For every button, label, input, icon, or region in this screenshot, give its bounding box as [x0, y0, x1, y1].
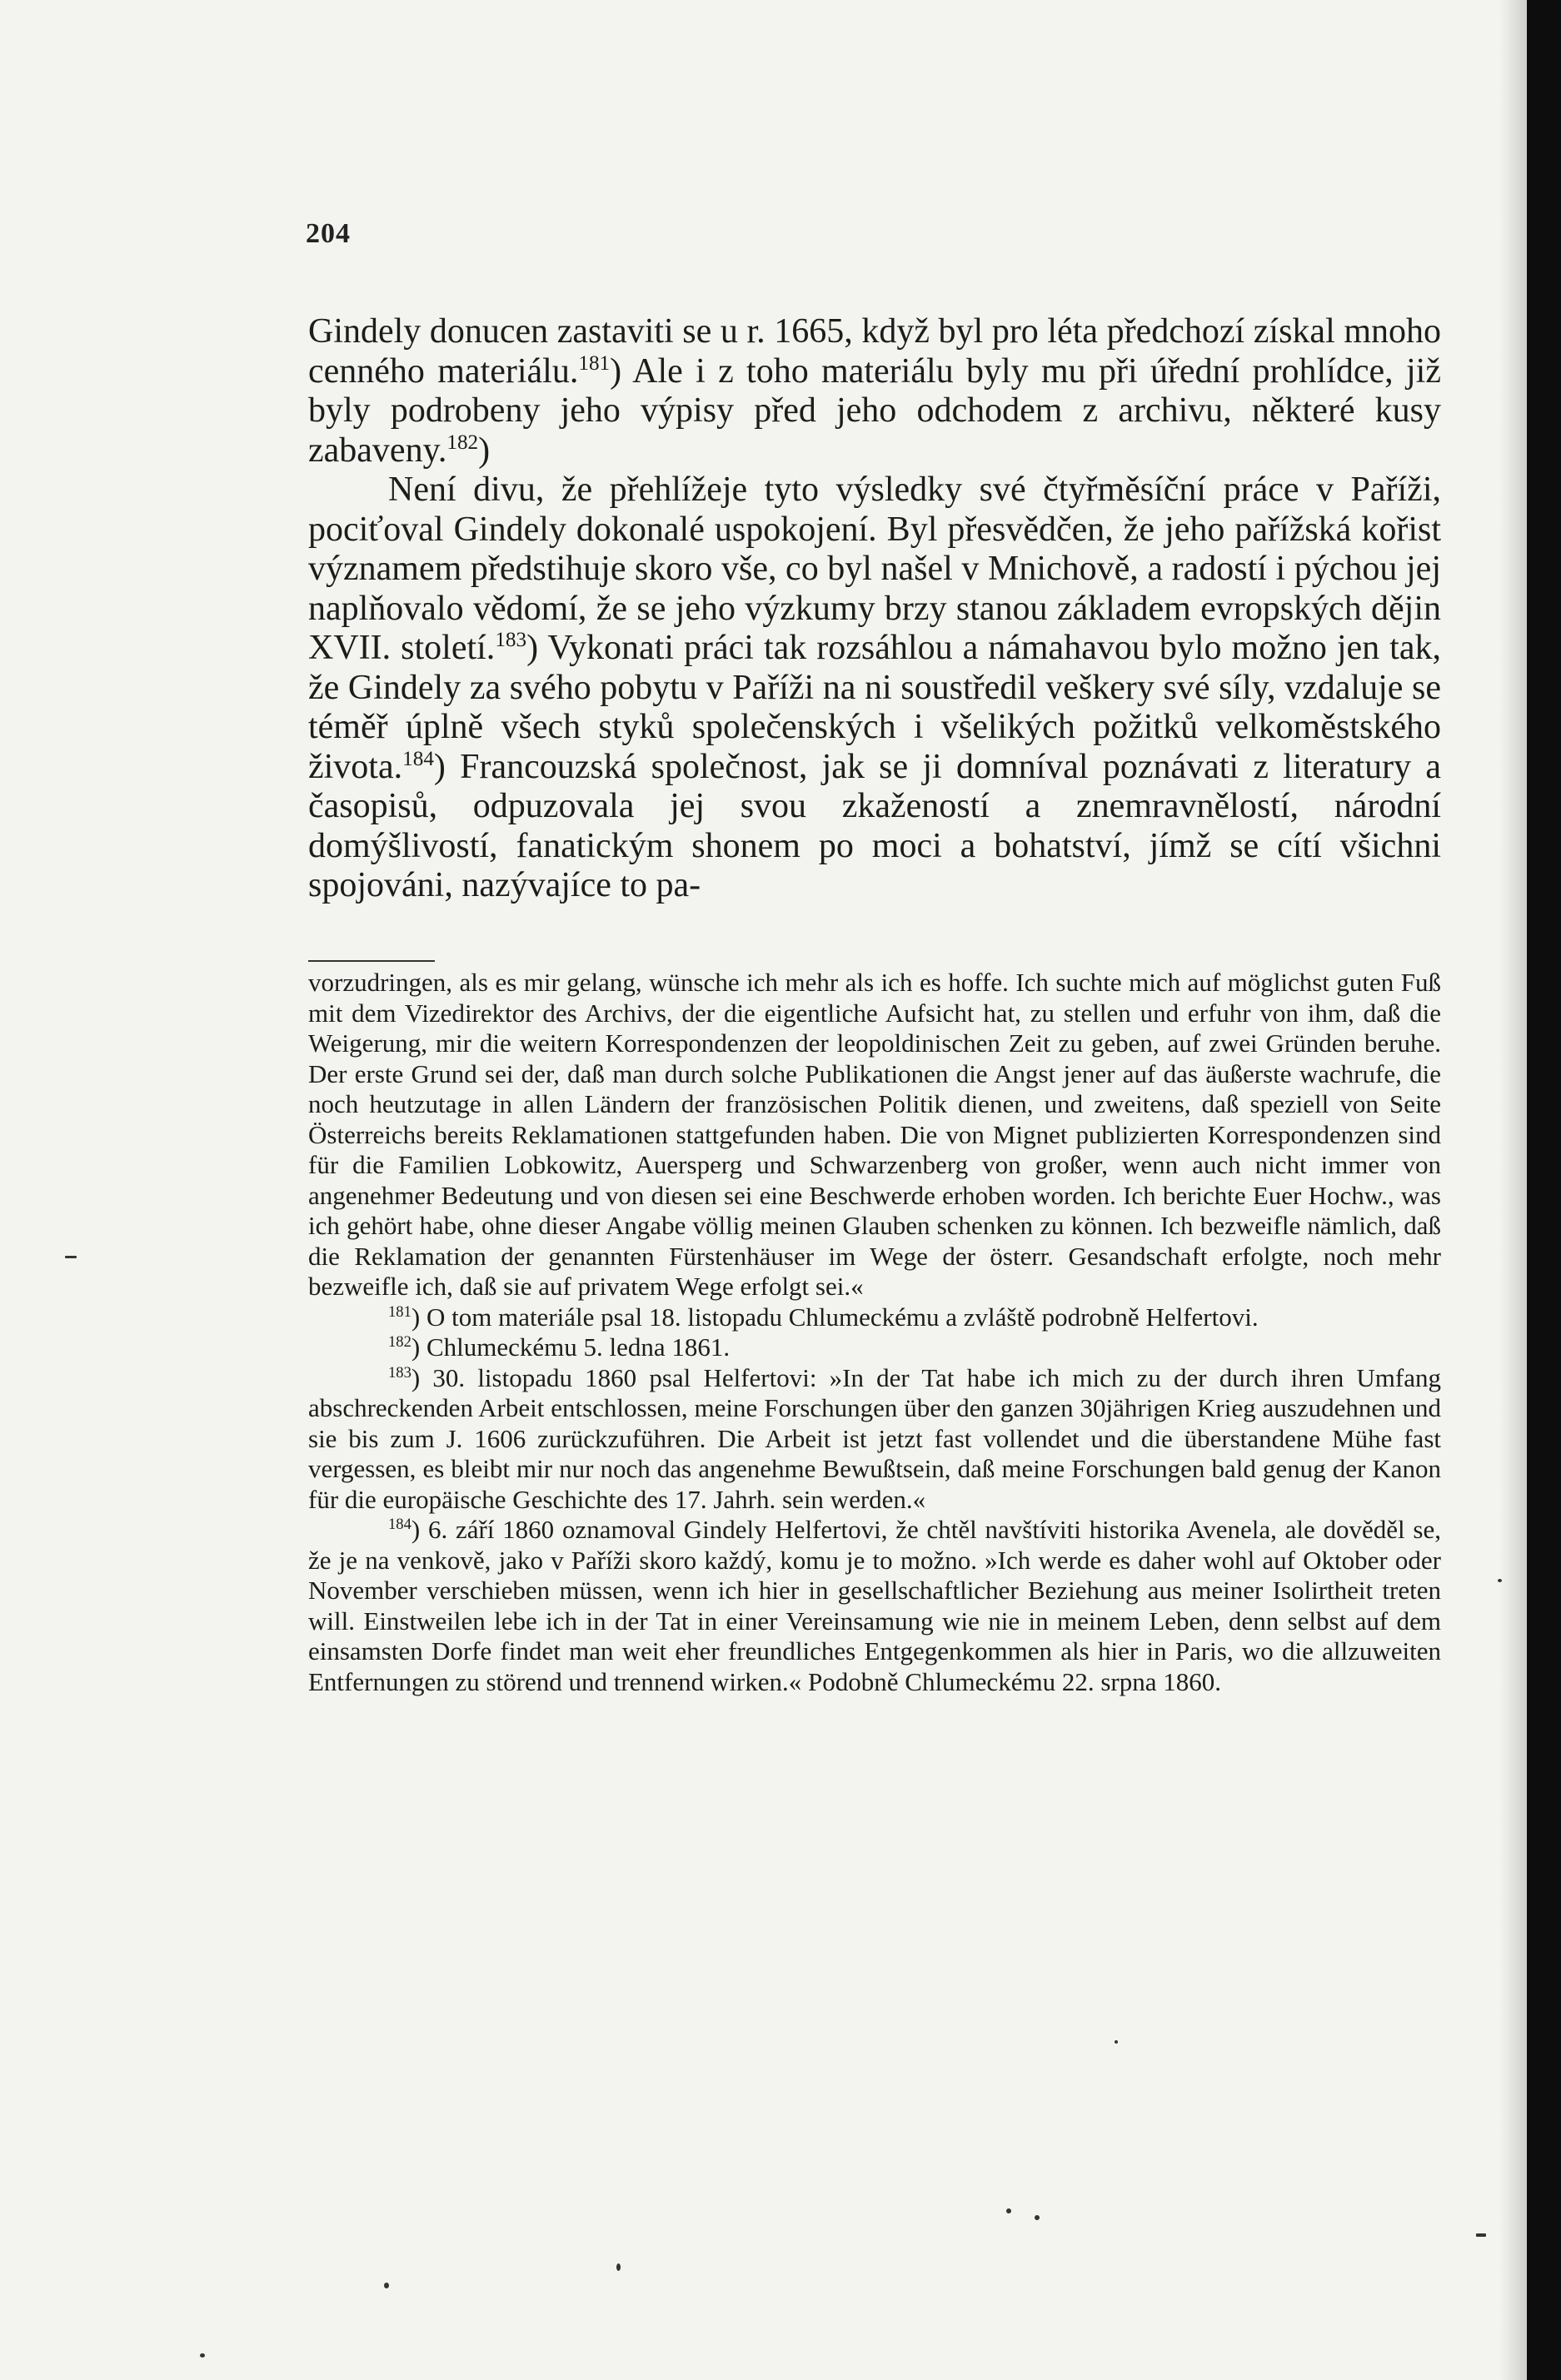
scan-speck — [1476, 2233, 1486, 2237]
footnote-mark: 183 — [388, 1363, 411, 1382]
page-number: 204 — [306, 218, 351, 249]
footnote-mark: 182 — [388, 1332, 411, 1351]
scan-speck — [616, 2263, 621, 2271]
scan-speck — [65, 1256, 77, 1258]
footnote-183 — [308, 1363, 1441, 1516]
footnote-ref-182: 182 — [446, 431, 479, 454]
footnotes — [308, 968, 1441, 1697]
footnote-text: ) 30. listopadu 1860 psal Helfertovi: »In der Tat habe ich mich zu der durch ihren Umfang abschreckenden Arbeit entschlossen, meine Forschungen über den ganzen 30jährigen Krieg auszudehnen und sie bis zum J. 1606 zurückzuführen. Die Arbeit ist jetzt fast vollendet und die überstandene Mühe fast vergessen, es bleibt mir nur noch das angenehme Bewußtsein, daß meine Forschungen bald genug der Kanon für die europäische Geschichte des 17. Jahrh. sein werden.« — [308, 1362, 1441, 1514]
main-text — [308, 312, 1441, 906]
scan-speck — [1115, 2040, 1118, 2044]
footnote-ref-184: 184 — [402, 747, 434, 770]
footnote-separator — [308, 960, 435, 962]
paragraph-2: Není divu, že přehlížeje tyto výsledky své čtyřměsíční práce v Paříži, pociťoval Gindely dokonalé uspokojení. Byl přesvědčen, že jeho pařížská kořist významem předstihuje skoro vše, co byl našel v Mnichově, a radostí i pýchou jej naplňovalo vědomí, že se jeho výzkumy brzy stanou základem evropských dějin XVII. století.$^{183}$) Vykonati práci tak rozsáhlou a námahavou bylo možno jen tak, že Gindely za svého pobytu v Paříži na ni soustředil veškery své síly, vzdaluje se téměř úplně všech styků společenských i všelikých požitků velkoměstského života.$^{184}$) Francouzská společnost, jak se ji domníval poznávati z literatury a časopisů, odpuzovala jej svou zkažeností a znemravnělostí, národní domýšlivostí, fanatickým shonem po moci a bohatství, jímž se cítí všichni spojováni, nazývajíce to pa- — [308, 471, 1441, 904]
footnote-mark: 184 — [388, 1515, 411, 1533]
scan-speck — [1006, 2208, 1011, 2213]
footnote-ref-181: 181 — [578, 351, 611, 375]
footnote-text: ) 6. září 1860 oznamoval Gindely Helfertovi, že chtěl navštíviti historika Avenela, ale dověděl se, že je na venkově, jako v Paříži skoro každý, komu je to možno. »Ich werde es daher wohl auf Oktober oder November verschieben müssen, wenn ich hier in gesellschaftlicher Beziehung aus meiner Isolirtheit treten will. Einstweilen lebe ich in der Tat in einer Vereinsamung wie nie in meinem Leben, denn selbst auf dem einsamsten Dorfe findet man weit eher freundliches Entgegenkommen als hier in Paris, wo die allzuweiten Entfernungen zu störend und trennend wirken.« Podobně Chlumeckému 22. srpna 1860. — [308, 1515, 1441, 1696]
footnote-182 — [308, 1332, 1441, 1363]
page-edge-shadow — [1499, 0, 1527, 2380]
scan-speck — [1498, 1579, 1502, 1582]
footnote-text: ) O tom materiále psal 18. listopadu Chlumeckému a zvláště podrobně Helfertovi. — [411, 1302, 1259, 1332]
footnote-ref-183: 183 — [495, 628, 527, 651]
footnote-continuation: vorzudringen, als es mir gelang, wünsche ich mehr als ich es hoffe. Ich suchte mich auf möglichst guten Fuß mit dem Vizedirektor des Archivs, der die eigentliche Aufsicht hat, zu stellen und erfuhr von ihm, daß die Weigerung, mir die weitern Korrespondenzen der leopoldinischen Zeit zu geben, auf zwei Gründen beruhe. Der erste Grund sei der, daß man durch solche Publikationen die Angst jener auf das äußerste wachrufe, die noch heutzutage in allen Ländern der französischen Politik dienen, und zweitens, daß speziell von Seite Österreichs bereits Reklamationen stattgefunden haben. Die von Mignet publizierten Korrespondenzen sind für die Familien Lobkowitz, Auersperg und Schwarzenberg von großer, wenn auch nicht immer von angenehmer Bedeutung und von diesen sei eine Beschwerde erhoben worden. Ich berichte Euer Hochw., was ich gehört habe, ohne dieser Angabe völlig meinen Glauben schenken zu können. Ich bezweifle nämlich, daß die Reklamation der genannten Fürstenhäuser im Wege der österr. Gesandschaft erfolgte, noch mehr bezweifle ich, daß sie auf privatem Wege erfolgt sei.« — [308, 968, 1441, 1301]
footnote-181 — [308, 1302, 1441, 1333]
paragraph-1: Gindely donucen zastaviti se u r. 1665, když byl pro léta předchozí získal mnoho cenného materiálu.$^{181}$) Ale i z toho materiálu byly mu při úřední prohlídce, již byly podrobeny jeho výpisy před jeho odchodem z archivu, některé kusy zabaveny.$^{182}$) — [308, 312, 1441, 470]
scan-speck — [200, 2353, 205, 2358]
footnote-184 — [308, 1515, 1441, 1697]
footnote-text: ) Chlumeckému 5. ledna 1861. — [411, 1332, 731, 1362]
scan-speck — [1035, 2215, 1040, 2220]
scan-speck — [384, 2283, 389, 2288]
footnote-mark: 181 — [388, 1302, 411, 1321]
